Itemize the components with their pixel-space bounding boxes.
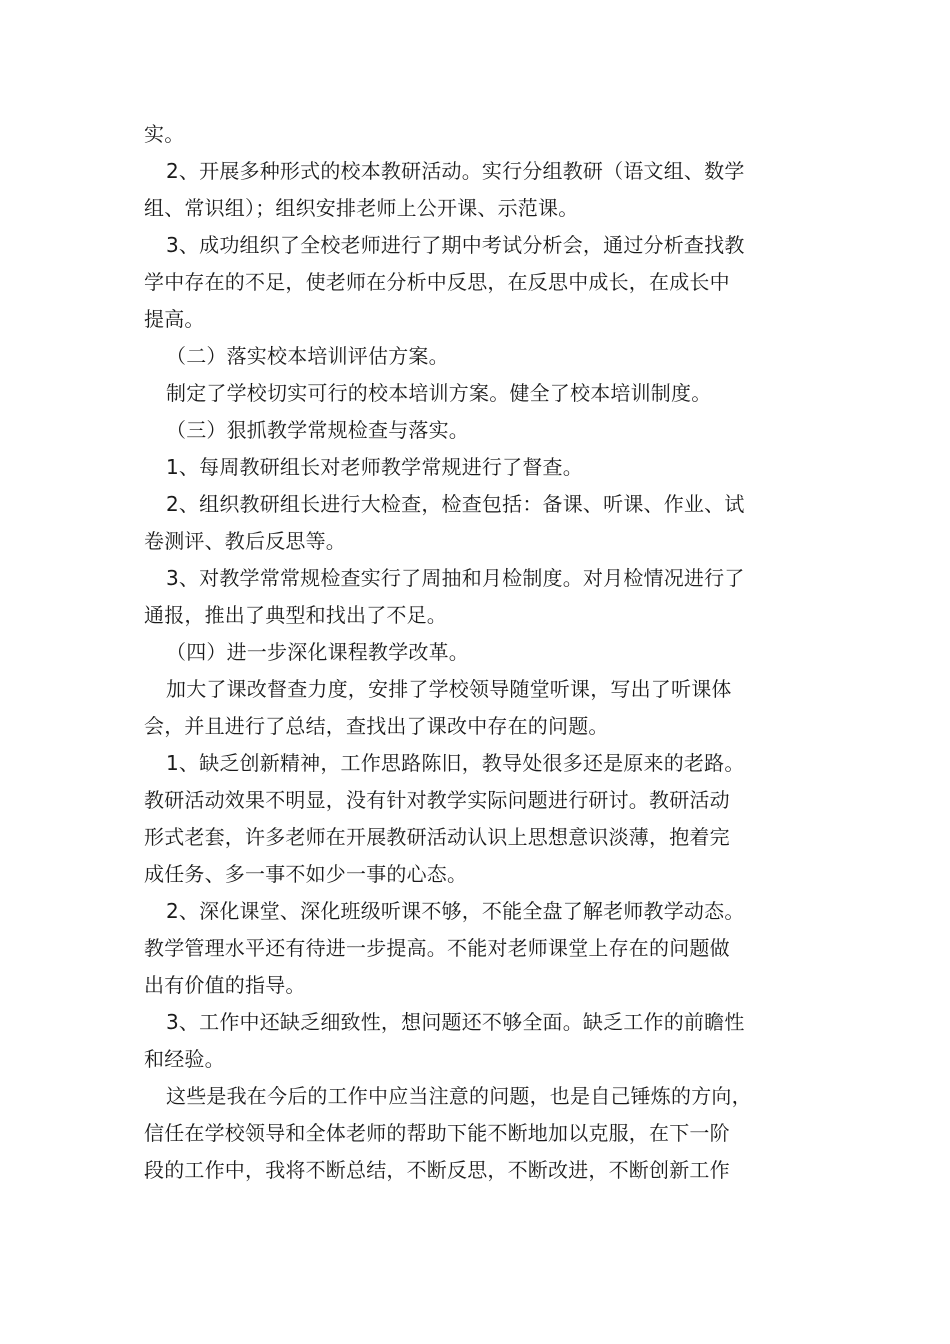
- text-line: 学中存在的不足，使老师在分析中反思，在反思中成长，在成长中: [144, 270, 730, 294]
- text-line: （二）落实校本培训评估方案。: [166, 344, 449, 368]
- text-line: 2、深化课堂、深化班级听课不够，不能全盘了解老师教学动态。: [166, 899, 745, 923]
- text-line: 1、每周教研组长对老师教学常规进行了督查。: [166, 455, 583, 479]
- text-line: 3、对教学常常规检查实行了周抽和月检制度。对月检情况进行了: [166, 566, 745, 590]
- text-line: 制定了学校切实可行的校本培训方案。健全了校本培训制度。: [166, 381, 712, 405]
- text-line: 组、常识组）；组织安排老师上公开课、示范课。: [144, 196, 579, 220]
- text-line: 3、成功组织了全校老师进行了期中考试分析会，通过分析查找教: [166, 233, 745, 257]
- document-body: [144, 116, 816, 1189]
- text-line: 2、组织教研组长进行大检查，检查包括：备课、听课、作业、试: [166, 492, 745, 516]
- text-line: 会，并且进行了总结，查找出了课改中存在的问题。: [144, 714, 609, 738]
- text-line: 提高。: [144, 307, 205, 331]
- text-line: 卷测评、教后反思等。: [144, 529, 346, 553]
- text-line: 这些是我在今后的工作中应当注意的问题，也是自己锤炼的方向，: [166, 1084, 752, 1108]
- text-line: 段的工作中，我将不断总结，不断反思，不断改进，不断创新工作: [144, 1158, 730, 1182]
- text-line: 3、工作中还缺乏细致性，想问题还不够全面。缺乏工作的前瞻性: [166, 1010, 745, 1034]
- text-line: 1、缺乏创新精神，工作思路陈旧，教导处很多还是原来的老路。: [166, 751, 745, 775]
- text-line: 通报，推出了典型和找出了不足。: [144, 603, 447, 627]
- text-line: （三）狠抓教学常规检查与落实。: [166, 418, 469, 442]
- text-line: 教学管理水平还有待进一步提高。不能对老师课堂上存在的问题做: [144, 936, 730, 960]
- text-line: 加大了课改督查力度，安排了学校领导随堂听课，写出了听课体: [166, 677, 732, 701]
- text-line: 出有价值的指导。: [144, 973, 306, 997]
- text-line: （四）进一步深化课程教学改革。: [166, 640, 469, 664]
- text-line: 成任务、多一事不如少一事的心态。: [144, 862, 468, 886]
- text-line: 信任在学校领导和全体老师的帮助下能不断地加以克服，在下一阶: [144, 1121, 730, 1145]
- text-line: 2、开展多种形式的校本教研活动。实行分组教研（语文组、数学: [166, 159, 745, 183]
- text-line: 形式老套，许多老师在开展教研活动认识上思想意识淡薄，抱着完: [144, 825, 730, 849]
- text-line: 实。: [144, 122, 185, 146]
- text-line: 教研活动效果不明显，没有针对教学实际问题进行研讨。教研活动: [144, 788, 730, 812]
- text-line: 和经验。: [144, 1047, 225, 1071]
